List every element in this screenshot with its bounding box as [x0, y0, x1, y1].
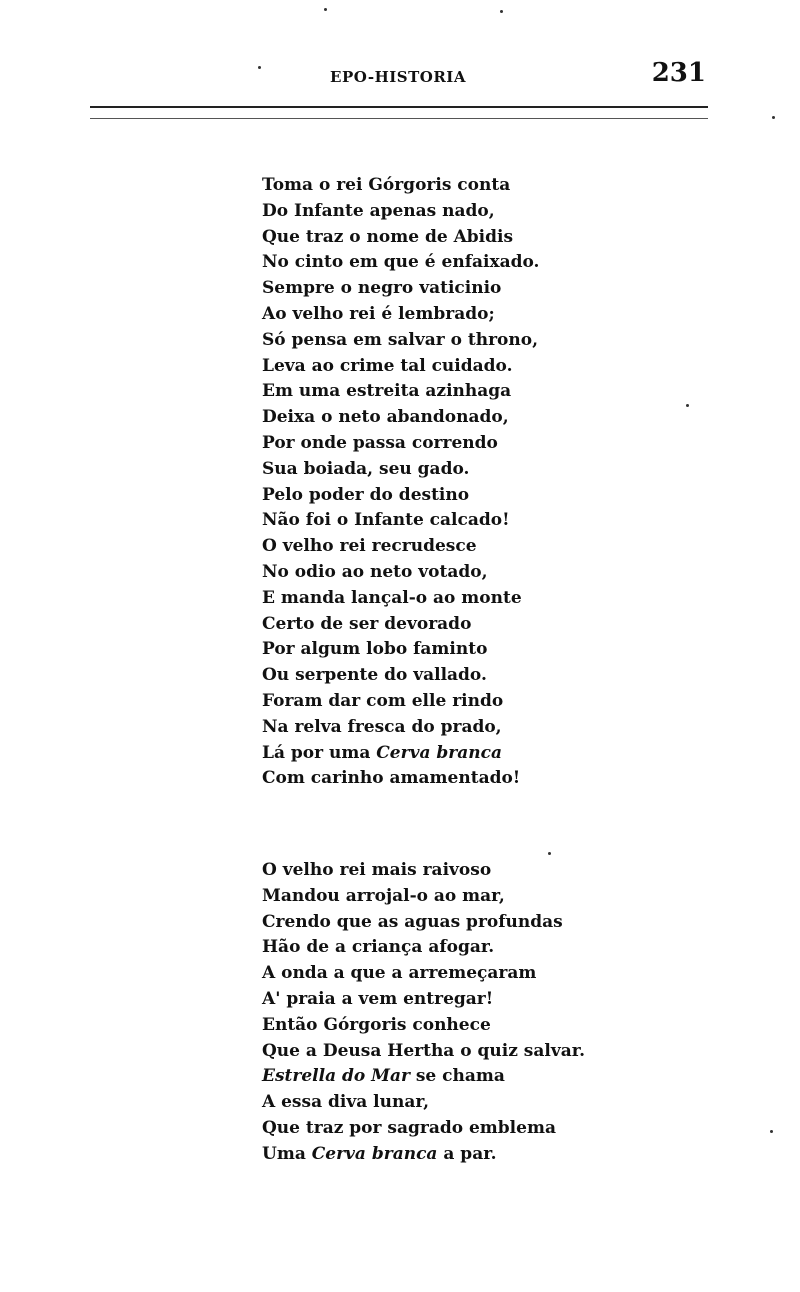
scan-speck [548, 852, 551, 855]
poem-line-text: Leva ao crime tal cuidado. [262, 355, 513, 376]
poem-line [262, 715, 539, 741]
poem-line-text: Por algum lobo faminto [262, 639, 488, 660]
poem-line-text: Em uma estreita azinhaga [262, 381, 512, 402]
poem-line [262, 173, 539, 199]
poem-line-text: Ao velho rei é lembrado; [262, 303, 495, 324]
poem-line [262, 612, 539, 638]
poem-line-text: Hão de a criança afogar. [262, 937, 495, 958]
poem-line-text: Que traz por sagrado emblema [262, 1117, 556, 1138]
poem-line-text: Então Górgoris conhece [262, 1014, 491, 1035]
running-title: EPO-HISTORIA [330, 68, 466, 86]
poem-line-text: A onda a que a arremeçaram [262, 963, 537, 984]
poem-line-italic: Cerva branca [311, 1143, 438, 1164]
poem-line [262, 1039, 585, 1065]
poem-line-italic: Estrella do Mar [262, 1066, 410, 1087]
running-head [90, 58, 706, 98]
poem-line-text: O velho rei mais raivoso [262, 860, 492, 880]
poem-line [262, 457, 539, 483]
poem-line [262, 431, 539, 457]
poem-line [262, 741, 539, 767]
poem-line-text: O velho rei recrudesce [262, 536, 477, 557]
poem-line [262, 1013, 585, 1039]
poem-line [262, 1142, 585, 1168]
poem-line [262, 483, 539, 509]
scan-speck [500, 10, 503, 13]
poem-line [262, 354, 539, 380]
poem-line-text: A' praia a vem entregar! [262, 988, 494, 1009]
poem-stanza-1 [262, 173, 539, 792]
scan-speck [324, 8, 327, 11]
poem-line-text: No cinto em que é enfaixado. [262, 252, 540, 273]
poem-line-italic: Cerva branca [376, 742, 502, 763]
header-rule-bottom [90, 118, 708, 119]
poem-line [262, 1116, 585, 1142]
poem-line-text: se chama [409, 1066, 505, 1087]
poem-line [262, 961, 585, 987]
poem-line-text: Foram dar com elle rindo [262, 690, 504, 711]
poem-line [262, 689, 539, 715]
poem-line [262, 328, 539, 354]
poem-line [262, 508, 539, 534]
poem-line-text: Do Infante apenas nado, [262, 200, 495, 221]
poem-line-text: No odio ao neto votado, [262, 561, 488, 582]
poem-line-text: Ou serpente do vallado. [262, 665, 487, 686]
poem-line [262, 663, 539, 689]
poem-line-text: Sua boiada, seu gado. [262, 458, 470, 479]
poem-line [262, 405, 539, 431]
poem-line [262, 534, 539, 560]
poem-line [262, 637, 539, 663]
poem-line [262, 379, 539, 405]
poem-line-text: A essa diva lunar, [262, 1092, 429, 1113]
poem-line [262, 560, 539, 586]
poem-line [262, 586, 539, 612]
scan-speck [772, 116, 775, 119]
poem-line-text: Pelo poder do destino [262, 484, 470, 505]
poem-line [262, 858, 585, 884]
poem-line-text: Sempre o negro vaticinio [262, 278, 502, 299]
scan-speck [770, 1130, 773, 1133]
poem-line [262, 276, 539, 302]
header-rule-top [90, 106, 708, 108]
scan-speck [686, 404, 689, 407]
page-number: 231 [651, 58, 706, 88]
poem-line-text: Lá por uma [262, 742, 377, 763]
poem-line-text: Só pensa em salvar o throno, [262, 329, 539, 350]
poem-line [262, 225, 539, 251]
poem-line-text: Não foi o Infante calcado! [262, 510, 510, 531]
poem-line-text: Mandou arrojal-o ao mar, [262, 885, 505, 906]
poem-line-text: Com carinho amamentado! [262, 768, 521, 789]
poem-line [262, 1090, 585, 1116]
poem-stanza-2 [262, 858, 585, 1168]
poem-line-text: Na relva fresca do prado, [262, 716, 502, 737]
poem-line [262, 250, 539, 276]
poem-line [262, 935, 585, 961]
scan-speck [258, 66, 261, 69]
poem-line-text: Uma [262, 1143, 312, 1164]
poem-line [262, 766, 539, 792]
poem-line [262, 199, 539, 225]
poem-line-text: E manda lançal-o ao monte [262, 587, 522, 608]
poem-line-text: a par. [437, 1143, 497, 1164]
poem-line [262, 884, 585, 910]
poem-line [262, 302, 539, 328]
poem-line-text: Certo de ser devorado [262, 613, 472, 634]
poem-line-text: Toma o rei Górgoris conta [262, 175, 511, 195]
poem-line-text: Deixa o neto abandonado, [262, 407, 509, 428]
poem-line [262, 910, 585, 936]
poem-line-text: Que traz o nome de Abidis [262, 226, 514, 247]
poem-line-text: Por onde passa correndo [262, 432, 498, 453]
poem-line [262, 1064, 585, 1090]
poem-line-text: Que a Deusa Hertha o quiz salvar. [262, 1040, 586, 1061]
poem-line [262, 987, 585, 1013]
poem-line-text: Crendo que as aguas profundas [262, 911, 563, 932]
